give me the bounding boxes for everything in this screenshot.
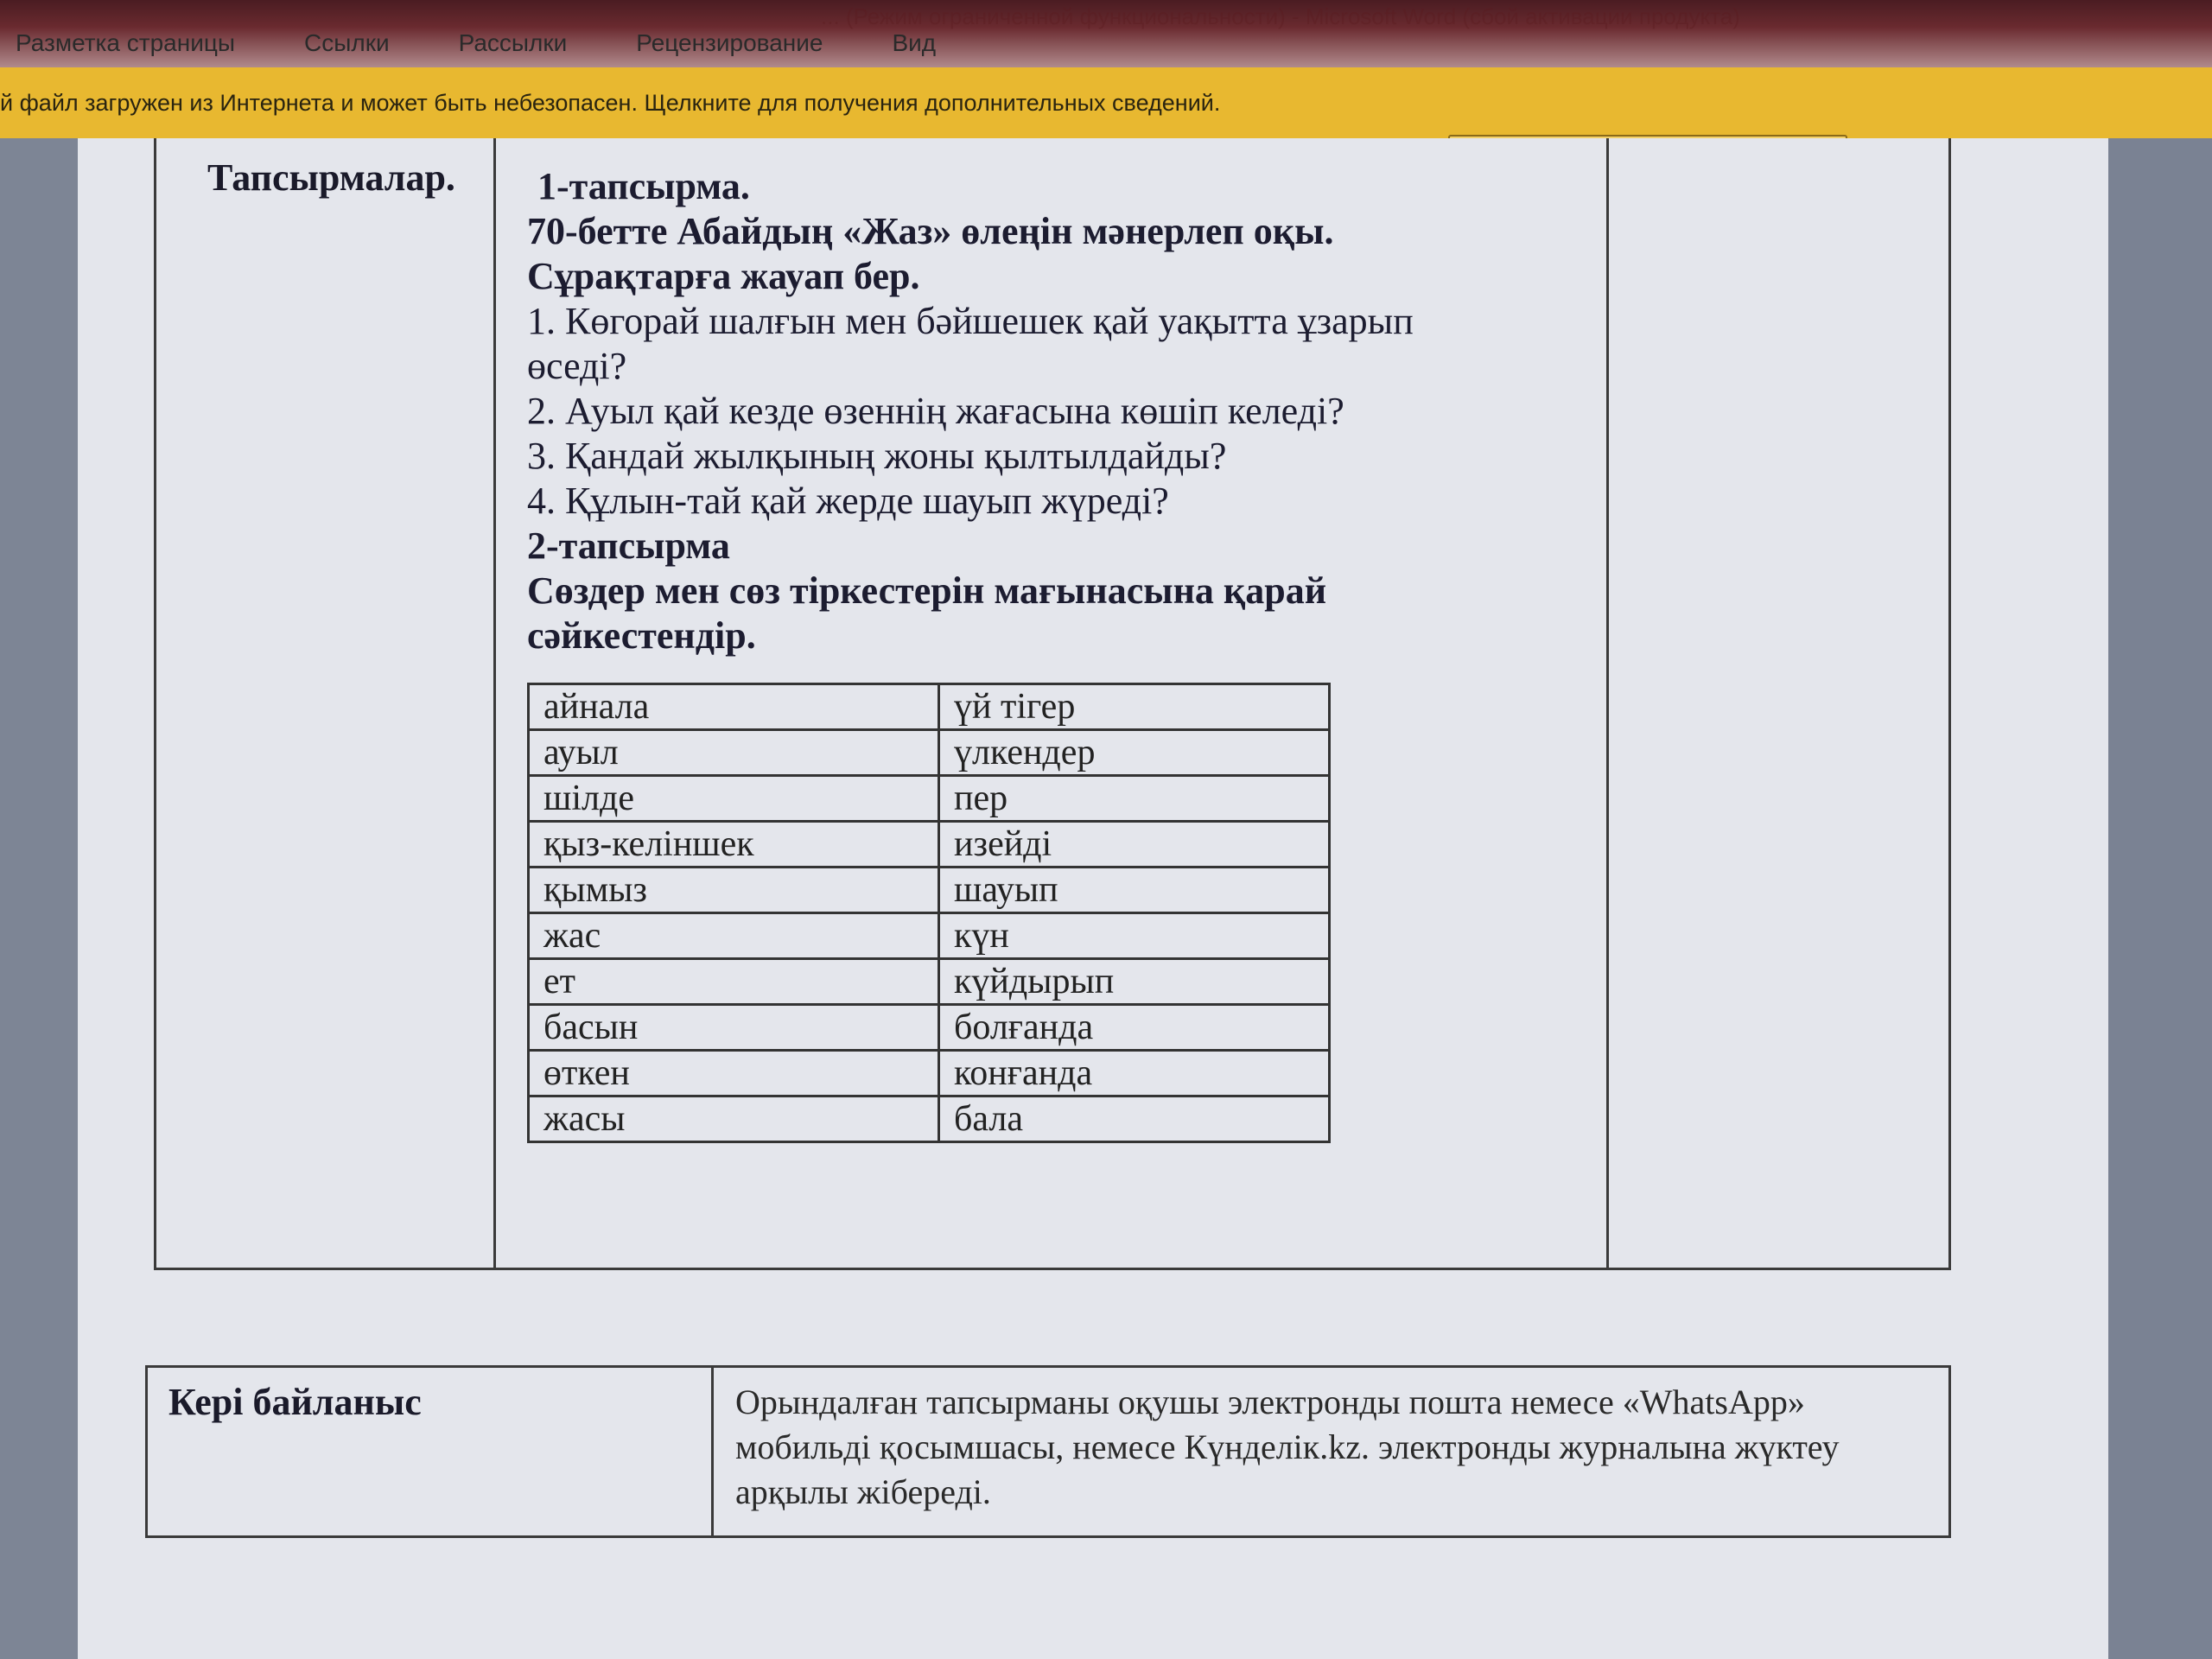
window-background-left [0, 138, 78, 1659]
match-cell: шауып [939, 868, 1330, 913]
table-row [529, 959, 1330, 1005]
table-row [529, 913, 1330, 959]
match-cell: үй тігер [939, 684, 1330, 730]
match-cell: изейді [939, 822, 1330, 868]
table-row [529, 730, 1330, 776]
word-cell: ет [529, 959, 939, 1005]
tasks-heading: Тапсырмалар. [207, 156, 455, 199]
question-3: 3. Қандай жылқының жоны қылтылдайды? [527, 435, 1227, 477]
word-cell: ауыл [529, 730, 939, 776]
word-cell: басын [529, 1005, 939, 1051]
window-background-right [2108, 138, 2212, 1659]
match-cell: бала [939, 1096, 1330, 1142]
task1-prompt: Сұрақтарға жауап бер. [527, 255, 920, 297]
word-cell: өткен [529, 1051, 939, 1096]
word-cell: жас [529, 913, 939, 959]
match-cell: болғанда [939, 1005, 1330, 1051]
tab-references[interactable]: Ссылки [304, 29, 390, 56]
match-cell: үлкендер [939, 730, 1330, 776]
protected-view-message[interactable]: й файл загружен из Интернета и может быть небезопасен. Щелкните для получения дополнительных сведений. [0, 90, 1221, 116]
feedback-text: Орындалған тапсырманы оқушы электронды пошта немесе «WhatsApp» мобильді қосымшасы, немесе Күнделік.kz. электронды журналына жүктеу арқылы жібереді. [735, 1382, 1840, 1511]
table-row [529, 1051, 1330, 1096]
document-page[interactable] [78, 138, 2108, 1659]
task1-instruction: 70-бетте Абайдың «Жаз» өлеңін мәнерлеп оқы. [527, 210, 1334, 252]
table-row [529, 684, 1330, 730]
question-1: 1. Көгорай шалғын мен бәйшешек қай уақытта ұзарып [527, 300, 1414, 342]
word-cell: айнала [529, 684, 939, 730]
table-column-divider [493, 138, 496, 1268]
match-cell: күн [939, 913, 1330, 959]
feedback-label: Кері байланыс [168, 1381, 422, 1423]
task1-title: 1-тапсырма. [537, 165, 750, 207]
table-row [529, 868, 1330, 913]
matching-table [527, 683, 1331, 1143]
question-2: 2. Ауыл қай кезде өзеннің жағасына көшіп келеді? [527, 390, 1344, 432]
question-4: 4. Құлын-тай қай жерде шауып жүреді? [527, 480, 1169, 522]
table-row [529, 822, 1330, 868]
task2-title: 2-тапсырма [527, 524, 730, 567]
tab-mailings[interactable]: Рассылки [458, 29, 568, 56]
tab-view[interactable]: Вид [892, 29, 937, 56]
table-row [529, 776, 1330, 822]
word-cell: қымыз [529, 868, 939, 913]
match-cell: конғанда [939, 1051, 1330, 1096]
task-content [527, 164, 1633, 658]
feedback-divider [711, 1368, 714, 1535]
feedback-table [145, 1365, 1951, 1538]
word-cell: шілде [529, 776, 939, 822]
task2-instruction: Сөздер мен сөз тіркестерін мағынасына қарай сәйкестендір. [527, 569, 1327, 657]
tab-review[interactable]: Рецензирование [636, 29, 823, 56]
word-cell: жасы [529, 1096, 939, 1142]
table-row [529, 1096, 1330, 1142]
match-cell: пер [939, 776, 1330, 822]
question-1-cont: өседі? [527, 345, 627, 387]
word-cell: қыз-келіншек [529, 822, 939, 868]
window-title: ... (Режим ограниченной функциональности) - Microsoft Word (сбой активации продукта) [821, 3, 1740, 29]
table-row [529, 1005, 1330, 1051]
match-cell: күйдырып [939, 959, 1330, 1005]
ribbon [0, 0, 2212, 67]
tab-page-layout[interactable]: Разметка страницы [16, 29, 236, 56]
